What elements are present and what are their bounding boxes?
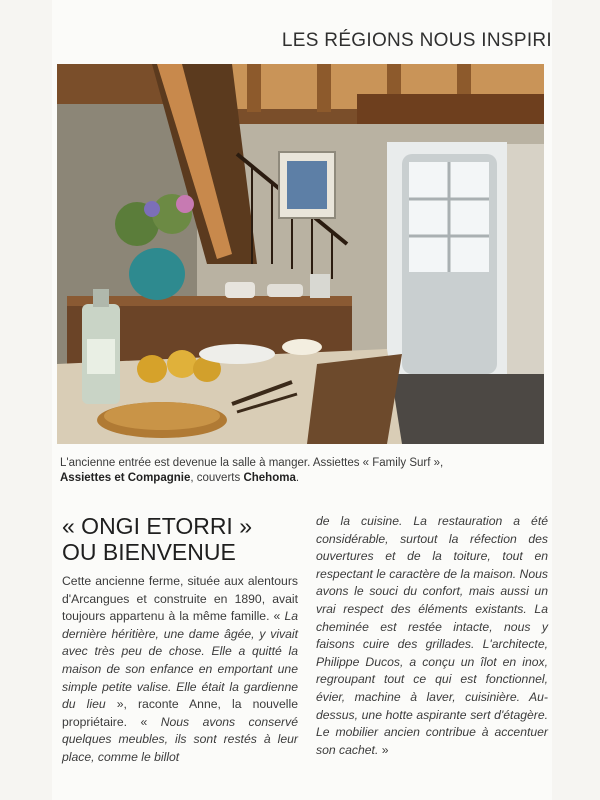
glass (167, 350, 197, 378)
caption-text: , couverts (190, 472, 244, 484)
running-head: LES RÉGIONS NOUS INSPIRI (281, 30, 552, 51)
dish (267, 284, 303, 297)
tart-top (104, 402, 220, 430)
quote-text: La dernière héritière, une dame âgée, y vivait avec très peu de chose. Elle a quitté la maison de son enfance en emportant une simple petite valise. Elle était la gardienne du lieu (62, 609, 298, 712)
photo-illustration (57, 64, 544, 444)
quote-text: Nous avons conservé quelques meubles, ils sont restés à leur place, comme le billot (62, 714, 298, 764)
body-text: Cette ancienne ferme, située aux alentours d'Arcangues et construite en 1890, avait toujours appartenu à la même famille. « (62, 574, 298, 624)
headline-line-2: OU BIENVENUE (62, 539, 236, 565)
bottle-label (87, 339, 115, 374)
candle (282, 339, 322, 355)
article-column-left (62, 573, 298, 767)
caption-text: L'ancienne entrée est devenue la salle à manger. Assiettes « Family Surf », (60, 457, 444, 469)
right-wall (507, 144, 544, 384)
painting-canvas (287, 161, 327, 209)
caption-brand-cutlery: Chehoma (243, 472, 296, 484)
jar (310, 274, 330, 298)
beam (247, 64, 261, 112)
photo-caption (60, 456, 530, 486)
paragraph (62, 573, 298, 767)
dining-room-photo (57, 64, 544, 444)
caption-brand-plates: Assiettes et Compagnie (60, 472, 191, 484)
dish (225, 282, 255, 298)
vase (129, 248, 185, 300)
glass (137, 355, 167, 383)
caption-text: . (295, 472, 300, 484)
article-column-right (316, 513, 548, 759)
bottle-neck (93, 289, 109, 307)
flower (176, 195, 194, 213)
paragraph (316, 513, 548, 759)
beam (317, 64, 331, 112)
body-text: » (378, 742, 389, 757)
headline-line-1: « ONGI ETORRI » (62, 513, 253, 539)
flower (144, 201, 160, 217)
plate-stack (199, 344, 275, 364)
bench (307, 354, 402, 444)
quote-text: de la cuisine. La restauration a été considérable, surtout la réfection des ouvertures et de la toiture, tout en respectant le caractère de la maison. Nous avons le souci du confort, mais aussi un vrai respect des éléments existants. La cheminée est restée intacte, nous y faisons cuire des grillades. L'architecte, Philippe Ducos, a conçu un îlot en inox, regroupant tout ce qui est fonctionnel, évier, machine à laver, cuisinière. Au-dessus, une hotte aspirante sert d'étagère. Le mobilier ancien contribue à accentuer son cachet. (316, 514, 548, 757)
article-headline (62, 513, 322, 565)
body-text: », raconte Anne, la nouvelle propriétaire. « (62, 697, 298, 729)
